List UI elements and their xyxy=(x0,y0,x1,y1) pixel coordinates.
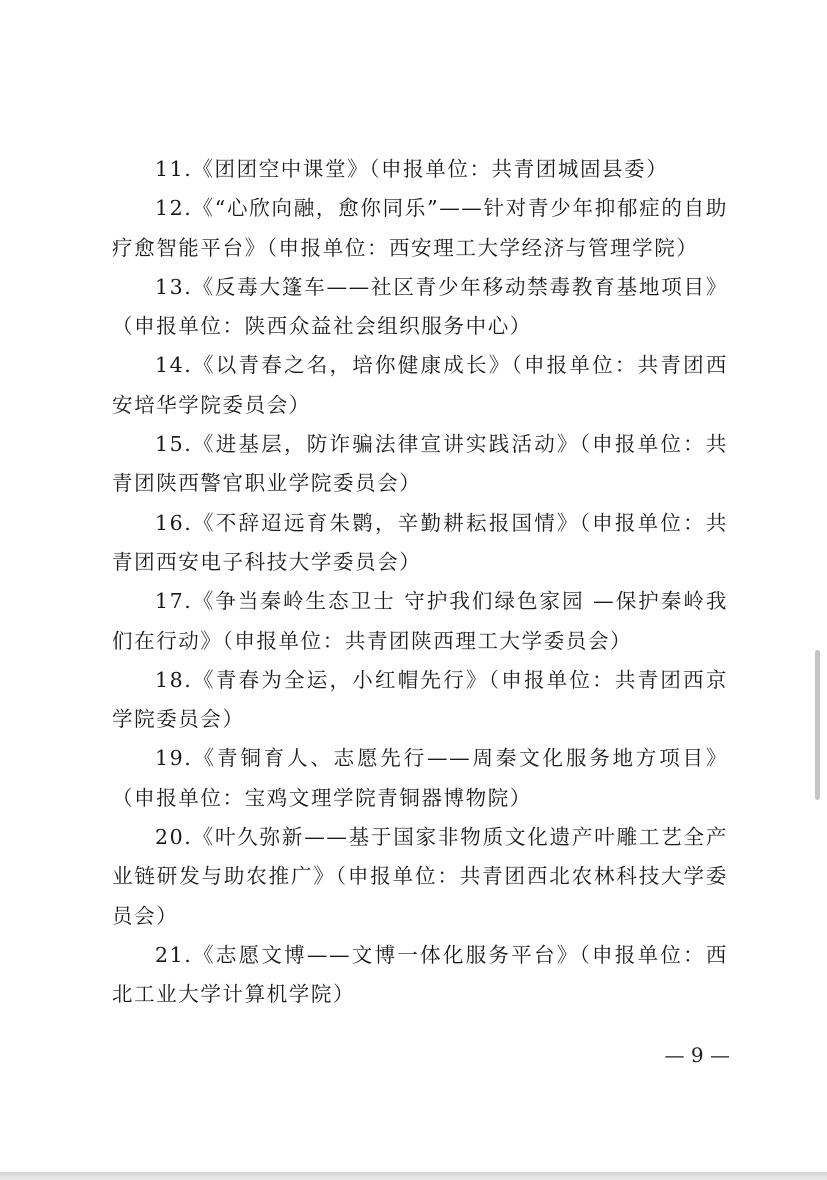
vertical-scrollbar[interactable] xyxy=(815,650,820,800)
list-item: 16.《不辞迢远育朱鹮，辛勤耕耘报国情》（申报单位：共青团西安电子科技大学委员会） xyxy=(112,510,728,574)
list-item: 19.《青铜育人、志愿先行——周秦文化服务地方项目》（申报单位：宝鸡文理学院青铜器博物院） xyxy=(112,746,728,810)
list-item: 17.《争当秦岭生态卫士 守护我们绿色家园 —保护秦岭我们在行动》（申报单位：共青团陕西理工大学委员会） xyxy=(112,589,728,653)
document-body xyxy=(112,150,728,1015)
list-item: 13.《反毒大篷车——社区青少年移动禁毒教育基地项目》（申报单位：陕西众益社会组织服务中心） xyxy=(112,274,728,339)
list-item: 21.《志愿文博——文博一体化服务平台》（申报单位：西北工业大学计算机学院） xyxy=(112,942,728,1007)
list-item: 15.《进基层，防诈骗法律宣讲实践活动》（申报单位：共青团陕西警官职业学院委员会） xyxy=(112,432,728,496)
list-item: 14.《以青春之名，培你健康成长》（申报单位：共青团西安培华学院委员会） xyxy=(112,353,728,417)
page-bottom-edge xyxy=(0,1172,827,1180)
page-number: — 9 — xyxy=(664,1043,730,1067)
list-item: 20.《叶久弥新——基于国家非物质文化遗产叶雕工艺全产业链研发与助农推广》（申报单位：共青团西北农林科技大学委员会） xyxy=(112,825,728,928)
list-item: 18.《青春为全运，小红帽先行》（申报单位：共青团西京学院委员会） xyxy=(112,667,728,732)
list-item: 11.《团团空中课堂》（申报单位：共青团城固县委） xyxy=(155,157,669,181)
list-item: 12.《“心欣向融，愈你同乐”——针对青少年抑郁症的自助疗愈智能平台》（申报单位：西安理工大学经济与管理学院） xyxy=(112,196,728,260)
